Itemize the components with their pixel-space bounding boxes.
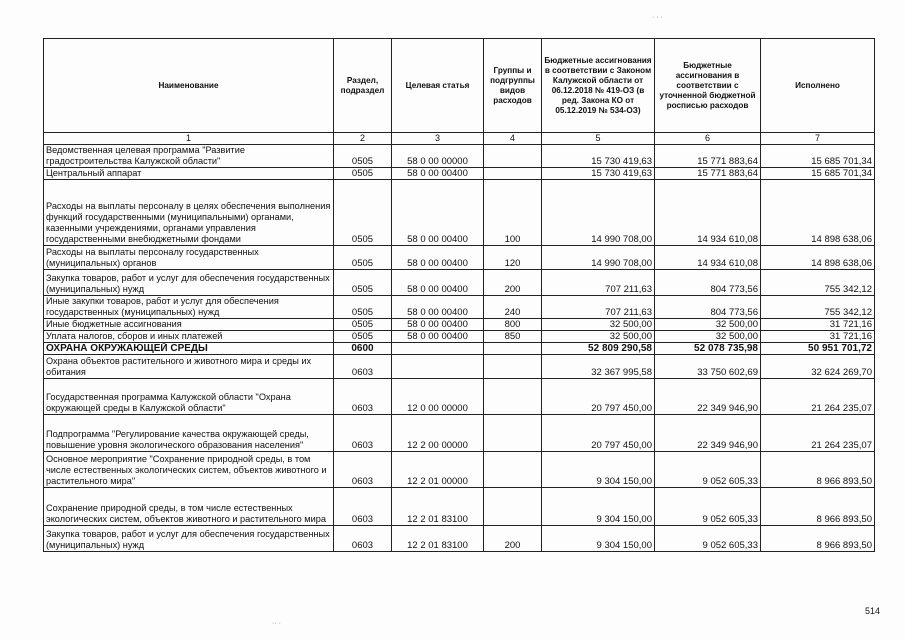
column-number-row [44,133,875,145]
table-row [44,355,875,379]
row-law-allocation: 32 500,00 [542,331,655,343]
row-section: 0505 [334,168,392,180]
row-article: 12 2 00 00000 [392,415,484,452]
row-executed: 14 898 638,06 [761,246,875,270]
row-article: 58 0 00 00400 [392,296,484,319]
row-group [484,343,542,355]
row-name: Уплата налогов, сборов и иных платежей [44,331,334,343]
column-number: 4 [484,133,542,145]
row-revised-allocation: 9 052 605,33 [655,452,761,488]
row-executed: 31 721,16 [761,319,875,331]
table-row [44,145,875,168]
row-group [484,168,542,180]
header-group: Группы и подгруппы видов расходов [484,39,542,133]
row-name: Расходы на выплаты персоналу государственных (муниципальных) органов [44,246,334,270]
row-executed: 21 264 235,07 [761,415,875,452]
row-revised-allocation: 32 500,00 [655,331,761,343]
row-article: 12 2 01 83100 [392,526,484,552]
row-executed: 15 685 701,34 [761,145,875,168]
table-row [44,452,875,488]
row-article: 12 2 01 83100 [392,488,484,526]
header-law-allocation: Бюджетные ассигнования в соответствии с Законом Калужской области от 06.12.2018 № 419-ОЗ (в ред. Закона КО от 05.12.2019 № 534-ОЗ) [542,39,655,133]
scan-speck: · · · [652,14,663,21]
row-executed: 31 721,16 [761,331,875,343]
row-article: 58 0 00 00400 [392,180,484,246]
row-law-allocation: 14 990 708,00 [542,180,655,246]
row-group [484,488,542,526]
row-group [484,145,542,168]
table-row [44,270,875,296]
row-group: 120 [484,246,542,270]
row-name: Иные закупки товаров, работ и услуг для обеспечения государственных (муниципальных) нужд [44,296,334,319]
row-name: Закупка товаров, работ и услуг для обеспечения государственных (муниципальных) нужд [44,270,334,296]
row-section: 0603 [334,415,392,452]
row-group [484,452,542,488]
row-name: Центральный аппарат [44,168,334,180]
row-article: 58 0 00 00400 [392,246,484,270]
page-number: 514 [865,606,881,616]
row-law-allocation: 9 304 150,00 [542,488,655,526]
row-article: 12 0 00 00000 [392,379,484,415]
scan-speck: ·· · [272,620,281,627]
row-law-allocation: 15 730 419,63 [542,168,655,180]
row-section: 0505 [334,331,392,343]
row-revised-allocation: 14 934 610,08 [655,246,761,270]
row-group: 850 [484,331,542,343]
header-executed: Исполнено [761,39,875,133]
column-number: 5 [542,133,655,145]
row-section: 0505 [334,296,392,319]
row-name: Охрана объектов растительного и животного мира и среды их обитания [44,355,334,379]
header-row [44,39,875,133]
row-article: 58 0 00 00000 [392,145,484,168]
column-number: 3 [392,133,484,145]
row-law-allocation: 707 211,63 [542,296,655,319]
table-row [44,331,875,343]
row-article: 58 0 00 00400 [392,168,484,180]
header-section: Раздел, подраздел [334,39,392,133]
row-section: 0505 [334,319,392,331]
row-revised-allocation: 22 349 946,90 [655,379,761,415]
table-row [44,180,875,246]
row-executed: 8 966 893,50 [761,452,875,488]
row-revised-allocation: 32 500,00 [655,319,761,331]
row-article: 58 0 00 00400 [392,319,484,331]
row-article [392,355,484,379]
row-law-allocation: 20 797 450,00 [542,415,655,452]
table-body [44,145,875,552]
row-article [392,343,484,355]
row-revised-allocation: 14 934 610,08 [655,180,761,246]
row-section: 0505 [334,270,392,296]
row-group [484,355,542,379]
budget-table [43,38,875,552]
row-group: 240 [484,296,542,319]
row-revised-allocation: 15 771 883,64 [655,145,761,168]
row-law-allocation: 20 797 450,00 [542,379,655,415]
row-executed: 8 966 893,50 [761,526,875,552]
row-revised-allocation: 9 052 605,33 [655,526,761,552]
column-number: 6 [655,133,761,145]
table-row [44,379,875,415]
row-name: ОХРАНА ОКРУЖАЮЩЕЙ СРЕДЫ [44,343,334,355]
table-row [44,319,875,331]
row-name: Закупка товаров, работ и услуг для обеспечения государственных (муниципальных) нужд [44,526,334,552]
row-revised-allocation: 15 771 883,64 [655,168,761,180]
row-executed: 50 951 701,72 [761,343,875,355]
row-executed: 755 342,12 [761,270,875,296]
row-section: 0505 [334,246,392,270]
row-section: 0603 [334,355,392,379]
row-revised-allocation: 22 349 946,90 [655,415,761,452]
row-executed: 21 264 235,07 [761,379,875,415]
row-name: Расходы на выплаты персоналу в целях обеспечения выполнения функций государственными (муниципальными) органами, казенными учреждениями, органами управления государственными внебюджетными фондами [44,180,334,246]
header-name: Наименование [44,39,334,133]
row-section: 0505 [334,145,392,168]
row-revised-allocation: 33 750 602,69 [655,355,761,379]
table-row [44,246,875,270]
row-name: Ведомственная целевая программа "Развитие градостроительства Калужской области" [44,145,334,168]
row-section: 0603 [334,379,392,415]
header-revised-allocation: Бюджетные ассигнования в соответствии с уточненной бюджетной росписью расходов [655,39,761,133]
table-row [44,526,875,552]
row-group: 200 [484,270,542,296]
row-group: 100 [484,180,542,246]
row-law-allocation: 32 500,00 [542,319,655,331]
table-row [44,415,875,452]
row-revised-allocation: 804 773,56 [655,270,761,296]
row-group: 200 [484,526,542,552]
row-executed: 32 624 269,70 [761,355,875,379]
row-group: 800 [484,319,542,331]
row-section: 0603 [334,488,392,526]
row-section: 0600 [334,343,392,355]
table-row [44,343,875,355]
row-executed: 14 898 638,06 [761,180,875,246]
row-law-allocation: 9 304 150,00 [542,526,655,552]
column-number: 7 [761,133,875,145]
row-law-allocation: 9 304 150,00 [542,452,655,488]
row-executed: 755 342,12 [761,296,875,319]
row-section: 0603 [334,526,392,552]
row-revised-allocation: 804 773,56 [655,296,761,319]
row-section: 0505 [334,180,392,246]
table-row [44,488,875,526]
row-revised-allocation: 52 078 735,98 [655,343,761,355]
row-executed: 8 966 893,50 [761,488,875,526]
table-row [44,296,875,319]
row-name: Государственная программа Калужской области "Охрана окружающей среды в Калужской области" [44,379,334,415]
row-section: 0603 [334,452,392,488]
column-number: 2 [334,133,392,145]
row-law-allocation: 15 730 419,63 [542,145,655,168]
row-executed: 15 685 701,34 [761,168,875,180]
row-law-allocation: 14 990 708,00 [542,246,655,270]
row-article: 58 0 00 00400 [392,331,484,343]
row-article: 12 2 01 00000 [392,452,484,488]
row-group [484,415,542,452]
table-row [44,168,875,180]
row-law-allocation: 707 211,63 [542,270,655,296]
row-law-allocation: 52 809 290,58 [542,343,655,355]
header-article: Целевая статья [392,39,484,133]
column-number: 1 [44,133,334,145]
row-name: Подпрограмма "Регулирование качества окружающей среды, повышение уровня экологического образования населения" [44,415,334,452]
row-name: Иные бюджетные ассигнования [44,319,334,331]
row-law-allocation: 32 367 995,58 [542,355,655,379]
row-revised-allocation: 9 052 605,33 [655,488,761,526]
row-name: Сохранение природной среды, в том числе естественных экологических систем, объектов животного и растительного мира [44,488,334,526]
row-group [484,379,542,415]
row-name: Основное мероприятие "Сохранение природной среды, в том числе естественных экологических систем, объектов животного и растительного мира" [44,452,334,488]
row-article: 58 0 00 00400 [392,270,484,296]
